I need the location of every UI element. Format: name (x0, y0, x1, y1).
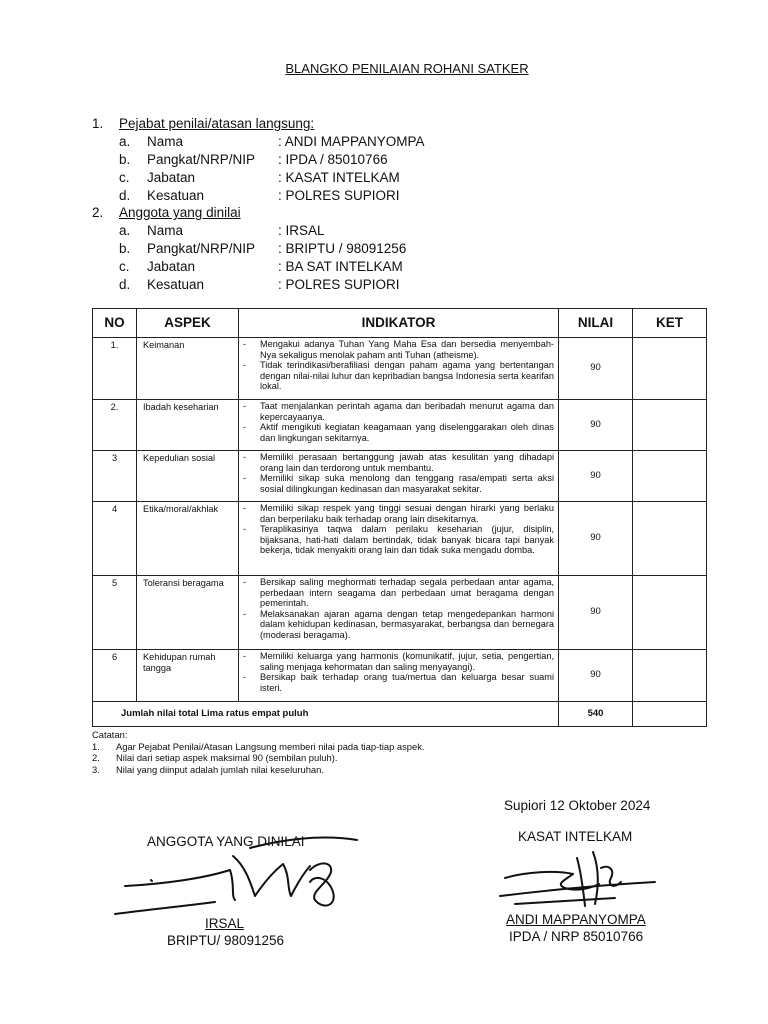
header-no: NO (93, 309, 137, 338)
indicator-item: - Memiliki sikap suka menolong dan tenggang rasa/empati serta aksi sosial dilingkungan kedinasan dan masyarakat sekitar. (243, 473, 554, 494)
total-value: 540 (559, 702, 633, 727)
item-letter: d. (119, 188, 131, 203)
item-label: Jabatan (147, 170, 196, 185)
row-nilai: 90 (559, 576, 633, 650)
total-label: Jumlah nilai total Lima ratus empat puluh (93, 702, 559, 727)
table-row (93, 338, 707, 400)
left-signer-title: ANGGOTA YANG DINILAI (147, 834, 305, 849)
indicator-item: - Bersikap baik terhadap orang tua/mertua dan keluarga besar suami isteri. (243, 672, 554, 693)
row-aspek: Etika/moral/akhlak (137, 502, 239, 576)
row-number: 2. (93, 400, 137, 451)
section1-heading: Pejabat penilai/atasan langsung: (119, 116, 315, 131)
indicator-item: - Aktif mengikuti kegiatan keagamaan yang diselenggarakan oleh dinas dan lingkungan sekitarnya. (243, 422, 554, 443)
table-header-row (93, 309, 707, 338)
right-signature-image (495, 848, 665, 918)
table-row (93, 576, 707, 650)
total-row (93, 702, 707, 727)
item-label: Kesatuan (147, 188, 205, 203)
total-ket (633, 702, 707, 727)
row-ket (633, 650, 707, 702)
right-signer-title: KASAT INTELKAM (518, 829, 633, 844)
indicator-item: - Tidak terindikasi/berafiliasi dengan paham agama yang bertentangan dengan nilai-nilai luhur dan kepribadian bangsa Indonesia serta kearifan lokal. (243, 360, 554, 392)
item-value: : BRIPTU / 98091256 (278, 241, 407, 256)
row-indicators (239, 338, 559, 400)
indicator-item: - Memiliki perasaan bertanggung jawab atas kesulitan yang dihadapi orang lain dan terdorong untuk membantu. (243, 452, 554, 473)
item-letter: b. (119, 152, 131, 167)
row-aspek: Kepedulian sosial (137, 451, 239, 502)
item-label: Nama (147, 134, 184, 149)
row-ket (633, 338, 707, 400)
header-ket: KET (633, 309, 707, 338)
item-letter: a. (119, 223, 131, 238)
indicator-item: - Teraplikasinya taqwa dalam perilaku keseharian (jujur, disiplin, bijaksana, hati-hati dalam bertindak, tidak banyak bicara tapi banyak bekerja, tidak menyakiti orang lain dan tidak suka mengadu domba. (243, 524, 554, 556)
left-signer-name: IRSAL (205, 916, 245, 931)
table-row (93, 451, 707, 502)
indicator-item: - Taat menjalankan perintah agama dan beribadah menurut agama dan kepercayaanya. (243, 401, 554, 422)
indicator-item: - Bersikap saling meghormati terhadap segala perbedaan antar agama, perbedaan intern seagama dan perbedaan umat beragama dengan pemerintah. (243, 577, 554, 609)
row-aspek: Kehidupan rumah tangga (137, 650, 239, 702)
item-value: : ANDI MAPPANYOMPA (278, 134, 425, 149)
row-number: 6 (93, 650, 137, 702)
row-nilai: 90 (559, 502, 633, 576)
item-letter: c. (119, 259, 130, 274)
document-title: BLANGKO PENILAIAN ROHANI SATKER (285, 61, 529, 76)
item-letter: d. (119, 277, 131, 292)
item-label: Nama (147, 223, 184, 238)
row-indicators (239, 650, 559, 702)
table-row (93, 400, 707, 451)
item-label: Jabatan (147, 259, 196, 274)
item-value: : POLRES SUPIORI (278, 188, 400, 203)
section2-heading: Anggota yang dinilai (119, 205, 241, 220)
row-ket (633, 576, 707, 650)
row-nilai: 90 (559, 400, 633, 451)
right-signer-rank: IPDA / NRP 85010766 (509, 929, 644, 944)
left-signer-rank: BRIPTU/ 98091256 (167, 933, 285, 948)
notes-block (92, 729, 425, 775)
item-value: : IRSAL (278, 223, 325, 238)
row-ket (633, 502, 707, 576)
item-letter: c. (119, 170, 130, 185)
row-number: 3 (93, 451, 137, 502)
row-nilai: 90 (559, 451, 633, 502)
section2-number: 2. (92, 205, 104, 220)
row-nilai: 90 (559, 338, 633, 400)
row-aspek: Toleransi beragama (137, 576, 239, 650)
right-signer-name: ANDI MAPPANYOMPA (506, 912, 646, 927)
item-label: Pangkat/NRP/NIP (147, 152, 256, 167)
indicator-item: - Memiliki sikap respek yang tinggi sesuai dengan hirarki yang berlaku dan berperilaku baik terhadap orang lain disekitarnya. (243, 503, 554, 524)
item-label: Kesatuan (147, 277, 205, 292)
row-ket (633, 400, 707, 451)
note-item: 1. Agar Pejabat Penilai/Atasan Langsung memberi nilai pada tiap-tiap aspek. (92, 740, 425, 752)
item-value: : IPDA / 85010766 (278, 152, 388, 167)
row-aspek: Ibadah keseharian (137, 400, 239, 451)
row-number: 5 (93, 576, 137, 650)
row-indicators (239, 502, 559, 576)
row-indicators (239, 451, 559, 502)
indicator-item: - Mengakui adanya Tuhan Yang Maha Esa dan bersedia menyembah-Nya sekaligus menolak paham anti Tuhan (atheisme). (243, 339, 554, 360)
row-nilai: 90 (559, 650, 633, 702)
section1-number: 1. (92, 116, 104, 131)
row-indicators (239, 400, 559, 451)
table-row (93, 502, 707, 576)
header-aspek: ASPEK (137, 309, 239, 338)
row-number: 1. (93, 338, 137, 400)
indicator-item: - Memiliki keluarga yang harmonis (komunikatif, jujur, setia, pengertian, saling menjaga kehormatan dan saling menyayangi). (243, 651, 554, 672)
table-row (93, 650, 707, 702)
item-letter: b. (119, 241, 131, 256)
item-value: : BA SAT INTELKAM (278, 259, 403, 274)
row-indicators (239, 576, 559, 650)
indicator-item: - Melaksanakan ajaran agama dengan tetap mengedepankan harmoni dalam kehidupan kedinasan, bermasyarakat, berbangsa dan bernegara (moderasi beragama). (243, 608, 554, 640)
header-indikator: INDIKATOR (239, 309, 559, 338)
row-aspek: Keimanan (137, 338, 239, 400)
assessment-table (92, 308, 707, 727)
notes-heading: Catatan: (92, 729, 128, 740)
item-label: Pangkat/NRP/NIP (147, 241, 256, 256)
note-item: 2. Nilai dari setiap aspek maksimal 90 (sembilan puluh). (92, 752, 338, 764)
item-letter: a. (119, 134, 131, 149)
header-nilai: NILAI (559, 309, 633, 338)
left-signature-image (105, 826, 365, 926)
note-item: 3. Nilai yang diinput adalah jumlah nilai keseluruhan. (92, 763, 324, 775)
item-value: : POLRES SUPIORI (278, 277, 400, 292)
row-number: 4 (93, 502, 137, 576)
row-ket (633, 451, 707, 502)
place-date: Supiori 12 Oktober 2024 (504, 798, 651, 813)
item-value: : KASAT INTELKAM (278, 170, 400, 185)
